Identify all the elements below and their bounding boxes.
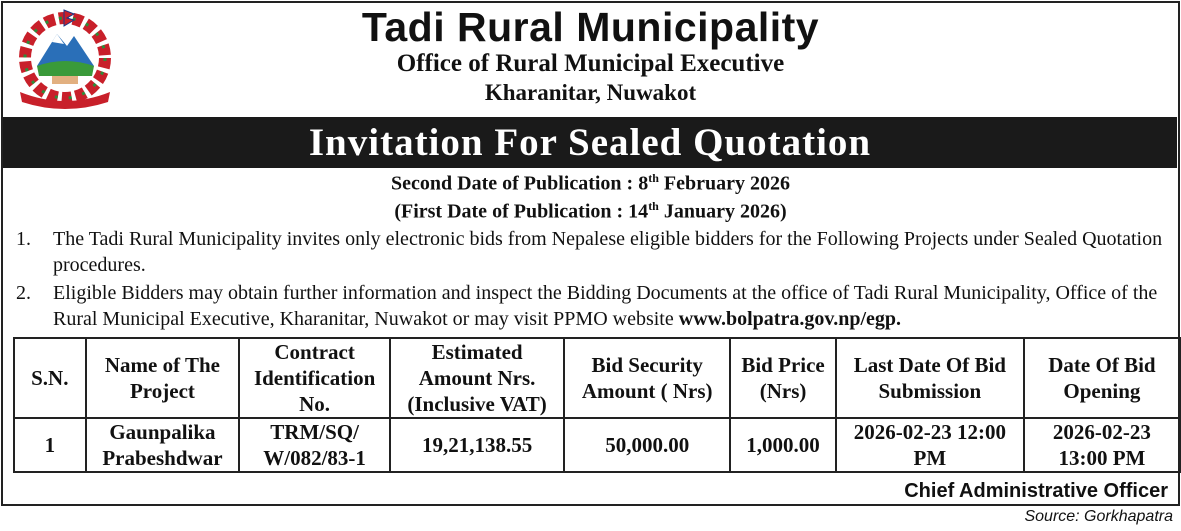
cell-contract-id: TRM/SQ/ W/082/83-1 <box>239 418 390 472</box>
signatory: Chief Administrative Officer <box>904 480 1168 502</box>
header-sn: S.N. <box>14 338 86 418</box>
table-header-row <box>14 338 1180 418</box>
quotation-table <box>13 337 1181 473</box>
cell-bid-security: 50,000.00 <box>564 418 730 472</box>
header-project-name: Name of The Project <box>86 338 240 418</box>
cell-estimated-amount: 19,21,138.55 <box>390 418 564 472</box>
header-bid-security: Bid Security Amount ( Nrs) <box>564 338 730 418</box>
header-last-submission-date: Last Date Of Bid Submission <box>836 338 1024 418</box>
first-publication-date: (First Date of Publication : 14th January 2026) <box>394 199 787 223</box>
paragraph-2: 2. Eligible Bidders may obtain further information and inspect the Bidding Documents at the office of Tadi Rural Municipality, Office of the Rural Municipal Executive, Kharanitar, Nuwakot or may visit PPMO website www.bolpatra.gov.np/egp. <box>16 282 1158 330</box>
cell-project-name: Gaunpalika Prabeshdwar <box>86 418 240 472</box>
office-name: Office of Rural Municipal Executive <box>396 50 785 77</box>
notice-banner: Invitation For Sealed Quotation <box>3 117 1177 168</box>
cell-sn: 1 <box>14 418 86 472</box>
second-publication-date: Second Date of Publication : 8th February 2026 <box>391 171 790 195</box>
header-opening-date: Date Of Bid Opening <box>1024 338 1180 418</box>
bolpatra-link[interactable]: www.bolpatra.gov.np/egp. <box>678 308 902 330</box>
office-location: Kharanitar, Nuwakot <box>484 80 697 105</box>
cell-last-submission-date: 2026-02-23 12:00 PM <box>836 418 1024 472</box>
header-contract-id: Contract Identification No. <box>239 338 390 418</box>
paragraph-1: 1. The Tadi Rural Municipality invites only electronic bids from Nepalese eligible bidders for the Following Projects under Sealed Quotation procedures. <box>16 228 1163 276</box>
header-estimated-amount: Estimated Amount Nrs. (Inclusive VAT) <box>390 338 564 418</box>
table-row <box>14 418 1180 472</box>
cell-opening-date: 2026-02-23 13:00 PM <box>1024 418 1180 472</box>
municipality-title: Tadi Rural Municipality <box>361 4 820 50</box>
header-bid-price: Bid Price (Nrs) <box>730 338 836 418</box>
cell-bid-price: 1,000.00 <box>730 418 836 472</box>
source-credit: Source: Gorkhapatra <box>1024 508 1173 525</box>
